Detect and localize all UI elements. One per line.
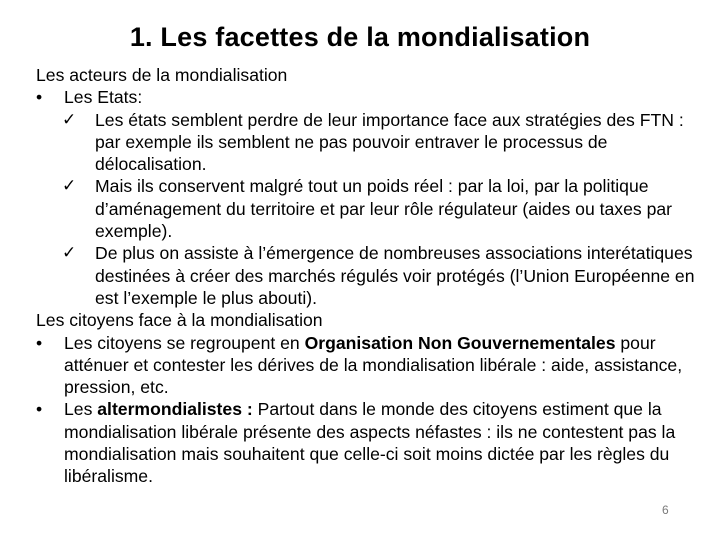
checkmark-icon: ✓	[62, 109, 77, 129]
bullet-text-bold: Organisation Non Gouvernementales	[304, 332, 616, 353]
bullet-icon: •	[36, 87, 43, 108]
bullet-item-ngo	[36, 332, 696, 399]
bullet-icon: •	[36, 332, 43, 353]
check-item	[36, 175, 696, 242]
checkmark-icon: ✓	[62, 176, 77, 196]
check-item-text: De plus on assiste à l’émergence de nombreuses associations interétatiques destinées à créer des marchés régulés voir protégés (l’Union Européenne en est l’exemple le plus abouti).	[95, 243, 695, 308]
bullet-text: Les Etats:	[64, 87, 143, 108]
bullet-item-altermondialistes	[36, 398, 696, 487]
check-item-text: Les états semblent perdre de leur importance face aux stratégies des FTN : par exemple ils semblent ne pas pouvoir entraver le processus de délocalisation.	[95, 109, 684, 175]
page-number: 6	[662, 503, 669, 517]
bullet-text-after: pour atténuer et contester les dérives de la mondialisation libérale : aide, assistance, pression, etc.	[64, 332, 683, 398]
check-item	[36, 109, 696, 176]
checkmark-icon: ✓	[62, 243, 77, 263]
section-heading-citizens: Les citoyens face à la mondialisation	[36, 310, 323, 331]
section-heading-actors: Les acteurs de la mondialisation	[36, 65, 288, 85]
check-item	[36, 242, 696, 309]
bullet-text-before: Les	[64, 399, 98, 420]
bullet-text-after: Partout dans le monde des citoyens estiment que la mondialisation libérale présente des aspects néfastes : ils ne contestent pas la mondialisation mais souhaitent que celle-ci soit moins dictée par les règles du libéralisme.	[64, 399, 676, 487]
bullet-item-states	[36, 86, 696, 108]
slide-title: 1. Les facettes de la mondialisation	[129, 22, 591, 52]
bullet-text-before: Les citoyens se regroupent en	[64, 332, 305, 353]
bullet-icon: •	[36, 399, 43, 420]
check-item-text: Mais ils conservent malgré tout un poids réel : par la loi, par la politique d’aménagement du territoire et par leur rôle régulateur (aides ou taxes par exemple).	[95, 176, 673, 242]
slide-body	[36, 64, 696, 488]
bullet-text-bold: altermondialistes :	[97, 399, 253, 420]
